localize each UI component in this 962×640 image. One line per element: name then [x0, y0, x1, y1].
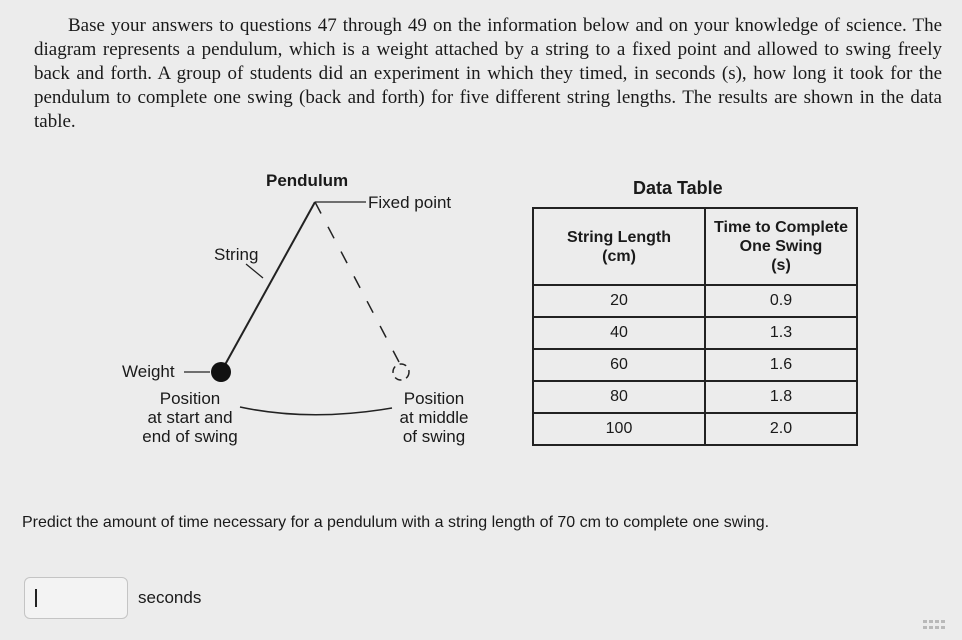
string-length-header-line-1: String Length [567, 228, 671, 246]
string-length-cell: 40 [533, 317, 705, 349]
keyboard-icon[interactable] [922, 618, 948, 632]
swing-time-header [705, 208, 857, 285]
swing-time-cell: 1.8 [705, 381, 857, 413]
swing-arc [240, 407, 392, 415]
string-length-cell: 60 [533, 349, 705, 381]
string-length-cell: 100 [533, 413, 705, 445]
answer-input[interactable] [24, 577, 128, 619]
table-row [533, 413, 857, 445]
swing-time-header-line-1: Time to Complete [714, 219, 848, 236]
fixed-point-label: Fixed point [368, 193, 452, 212]
swing-time-cell: 2.0 [705, 413, 857, 445]
swing-time-cell: 1.6 [705, 349, 857, 381]
middle-position-line-2: at middle [399, 408, 469, 427]
pendulum-weight-icon [211, 362, 231, 382]
string-label: String [214, 245, 259, 264]
weight-label: Weight [122, 362, 175, 381]
question-text: Predict the amount of time necessary for a pendulum with a string length of 70 cm to complete one swing. [22, 514, 770, 531]
string-length-header [533, 208, 705, 285]
intro-paragraph: Base your answers to questions 47 through 49 on the information below and on your knowledge of science. The diagram represents a pendulum, which is a weight attached by a string to a fixed point and allowed to swing freely back and forth. A group of students did an experiment in which they timed, in seconds (s), how long it took for the pendulum to complete one swing (back and forth) for five different string lengths. The results are shown in the data table. [34, 15, 942, 132]
start-position-label [130, 389, 250, 446]
swing-time-cell: 0.9 [705, 285, 857, 317]
middle-position-label [388, 389, 480, 446]
middle-position-dashed-weight [393, 364, 409, 380]
string-leader-line [246, 264, 263, 278]
string-length-header-line-2: (cm) [602, 247, 636, 265]
diagram-title: Pendulum [266, 171, 349, 190]
swing-time-header-line-2: One Swing [739, 238, 823, 255]
table-row [533, 317, 857, 349]
table-header-row [533, 208, 857, 285]
start-position-line-2: at start and [147, 408, 233, 427]
string-length-cell: 80 [533, 381, 705, 413]
answer-unit-label: seconds [138, 588, 202, 607]
middle-position-line-1: Position [403, 389, 465, 408]
swing-time-cell: 1.3 [705, 317, 857, 349]
pendulum-string [221, 202, 315, 372]
table-row [533, 349, 857, 381]
string-length-cell: 20 [533, 285, 705, 317]
data-table-title: Data Table [633, 178, 723, 198]
swing-time-header-line-3: (s) [771, 257, 791, 274]
start-position-line-1: Position [159, 389, 221, 408]
data-table [532, 207, 858, 446]
table-row [533, 285, 857, 317]
start-position-line-3: end of swing [142, 427, 238, 446]
table-row [533, 381, 857, 413]
middle-position-dashed-line [315, 202, 399, 362]
text-cursor [35, 589, 37, 607]
pendulum-diagram [100, 160, 500, 460]
middle-position-line-3: of swing [402, 427, 466, 446]
